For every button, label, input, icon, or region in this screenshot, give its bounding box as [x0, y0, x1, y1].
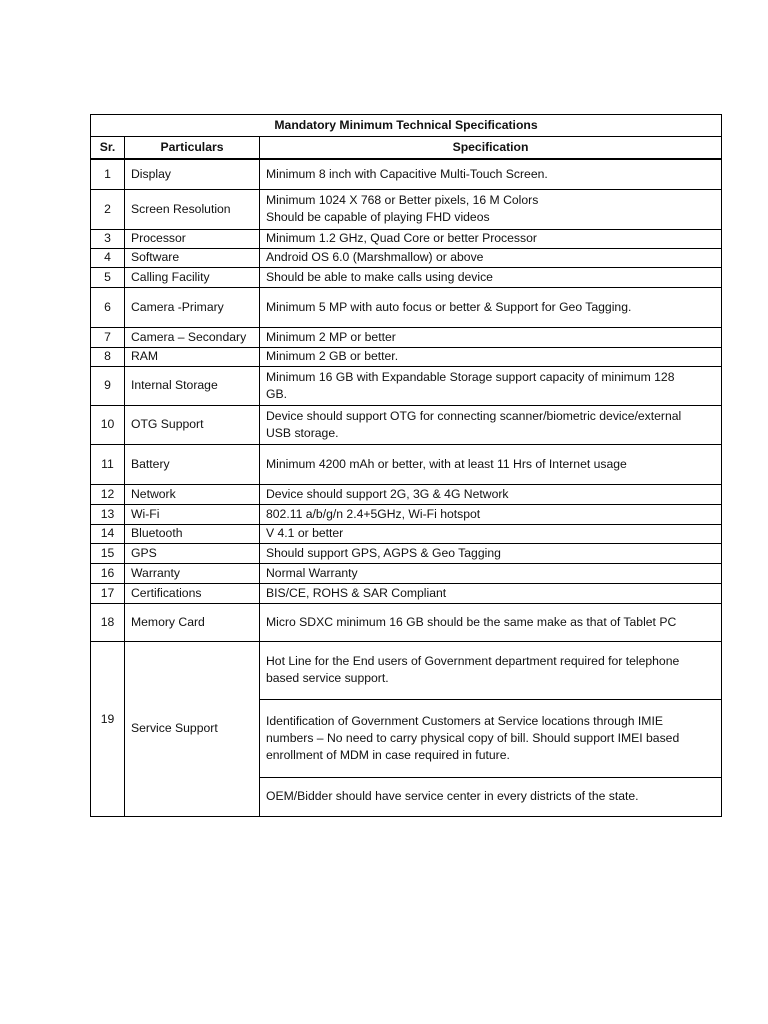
spec-table [90, 114, 722, 817]
spec-line: 802.11 a/b/g/n 2.4+5GHz, Wi-Fi hotspot [266, 506, 481, 521]
service-item [260, 778, 721, 816]
row-specification [260, 287, 722, 327]
spec-line: Should support GPS, AGPS & Geo Tagging [266, 545, 501, 560]
spec-line: OEM/Bidder should have service center in every districts of the state. [266, 789, 639, 804]
spec-line: numbers – No need to carry physical copy of bill. Should support IMEI based [266, 731, 680, 745]
row-particular: Certifications [125, 583, 260, 603]
row-sr: 12 [91, 484, 125, 504]
table-row [91, 347, 722, 366]
row-particular: Calling Facility [125, 267, 260, 287]
row-specification [260, 504, 722, 524]
service-items [260, 642, 721, 816]
spec-line: Minimum 2 MP or better [266, 329, 396, 344]
row-particular: Service Support [125, 641, 260, 816]
row-sr: 5 [91, 267, 125, 287]
spec-line: USB storage. [266, 425, 339, 440]
row-specification [260, 327, 722, 347]
spec-line: Minimum 1024 X 768 or Better pixels, 16 M Colors [266, 193, 539, 207]
service-item-cell [260, 778, 721, 816]
table-row [91, 248, 722, 267]
row-sr: 4 [91, 248, 125, 267]
table-row [91, 159, 722, 189]
header-specification: Specification [260, 137, 722, 160]
row-specification [260, 563, 722, 583]
row-particular: Wi-Fi [125, 504, 260, 524]
row-particular: RAM [125, 347, 260, 366]
row-particular: Bluetooth [125, 524, 260, 543]
service-specification [260, 641, 722, 816]
spec-line: Device should support OTG for connecting scanner/biometric device/external [266, 408, 682, 423]
spec-line: Minimum 1.2 GHz, Quad Core or better Processor [266, 231, 537, 245]
table-row [91, 267, 722, 287]
header-sr: Sr. [91, 137, 125, 160]
row-sr: 18 [91, 603, 125, 641]
row-particular: Camera -Primary [125, 287, 260, 327]
service-item-cell [260, 642, 721, 700]
spec-line: Identification of Government Customers at Service locations through IMIE [266, 714, 663, 728]
row-sr [91, 641, 125, 816]
row-particular: Camera – Secondary [125, 327, 260, 347]
row-sr: 15 [91, 543, 125, 563]
service-item [260, 700, 721, 778]
table-row-service-support [91, 641, 722, 816]
row-particular: Processor [125, 229, 260, 248]
spec-line: based service support. [266, 671, 389, 686]
row-sr: 13 [91, 504, 125, 524]
spec-line: Minimum 5 MP with auto focus or better & Support for Geo Tagging. [266, 299, 632, 314]
row-particular: Network [125, 484, 260, 504]
row-sr: 7 [91, 327, 125, 347]
table-title: Mandatory Minimum Technical Specifications [91, 115, 722, 137]
row-particular: Memory Card [125, 603, 260, 641]
spec-line: Minimum 4200 mAh or better, with at least 11 Hrs of Internet usage [266, 456, 627, 471]
spec-line: Device should support 2G, 3G & 4G Network [266, 486, 509, 501]
table-row [91, 444, 722, 484]
row-specification [260, 267, 722, 287]
row-specification [260, 189, 722, 229]
row-specification [260, 159, 722, 189]
row-particular: Warranty [125, 563, 260, 583]
service-item [260, 642, 721, 700]
table-row [91, 327, 722, 347]
table-row [91, 543, 722, 563]
row-specification [260, 248, 722, 267]
row-specification [260, 347, 722, 366]
row-sr: 9 [91, 366, 125, 405]
row-particular: Battery [125, 444, 260, 484]
row-particular: Display [125, 159, 260, 189]
table-row [91, 524, 722, 543]
service-sr: 19 [100, 711, 115, 726]
spec-line: Minimum 8 inch with Capacitive Multi-Touch Screen. [266, 166, 548, 181]
row-sr: 14 [91, 524, 125, 543]
row-specification [260, 444, 722, 484]
spec-line: BIS/CE, ROHS & SAR Compliant [266, 585, 447, 600]
spec-line: GB. [266, 386, 287, 401]
row-particular: Internal Storage [125, 366, 260, 405]
row-specification [260, 366, 722, 405]
spec-line: Should be able to make calls using device [266, 269, 493, 284]
row-specification [260, 524, 722, 543]
table-row [91, 189, 722, 229]
table-row [91, 603, 722, 641]
row-sr: 2 [91, 189, 125, 229]
table-row [91, 229, 722, 248]
spec-line: Minimum 16 GB with Expandable Storage support capacity of minimum 128 [266, 369, 675, 384]
row-specification [260, 603, 722, 641]
spec-line: V 4.1 or better [266, 526, 344, 540]
spec-line: Minimum 2 GB or better. [266, 349, 399, 363]
table-row [91, 405, 722, 444]
row-sr: 17 [91, 583, 125, 603]
service-item-cell [260, 700, 721, 778]
spec-table-body [91, 159, 722, 816]
row-specification [260, 229, 722, 248]
row-sr: 1 [91, 159, 125, 189]
table-row [91, 484, 722, 504]
row-specification [260, 484, 722, 504]
spec-line: Micro SDXC minimum 16 GB should be the same make as that of Tablet PC [266, 614, 677, 629]
row-sr: 8 [91, 347, 125, 366]
row-particular: GPS [125, 543, 260, 563]
table-row [91, 504, 722, 524]
row-sr: 16 [91, 563, 125, 583]
row-particular: OTG Support [125, 405, 260, 444]
table-row [91, 287, 722, 327]
spec-line: Normal Warranty [266, 565, 358, 580]
row-sr: 3 [91, 229, 125, 248]
row-specification [260, 583, 722, 603]
row-sr: 6 [91, 287, 125, 327]
table-row [91, 583, 722, 603]
table-row [91, 366, 722, 405]
spec-line: Should be capable of playing FHD videos [266, 210, 490, 224]
row-particular: Screen Resolution [125, 189, 260, 229]
row-specification [260, 405, 722, 444]
row-sr: 11 [91, 444, 125, 484]
header-particulars: Particulars [125, 137, 260, 160]
spec-line: Hot Line for the End users of Government department required for telephone [266, 654, 680, 669]
row-specification [260, 543, 722, 563]
table-row [91, 563, 722, 583]
row-sr: 10 [91, 405, 125, 444]
row-particular: Software [125, 248, 260, 267]
spec-line: Android OS 6.0 (Marshmallow) or above [266, 250, 484, 264]
spec-line: enrollment of MDM in case required in future. [266, 748, 510, 762]
